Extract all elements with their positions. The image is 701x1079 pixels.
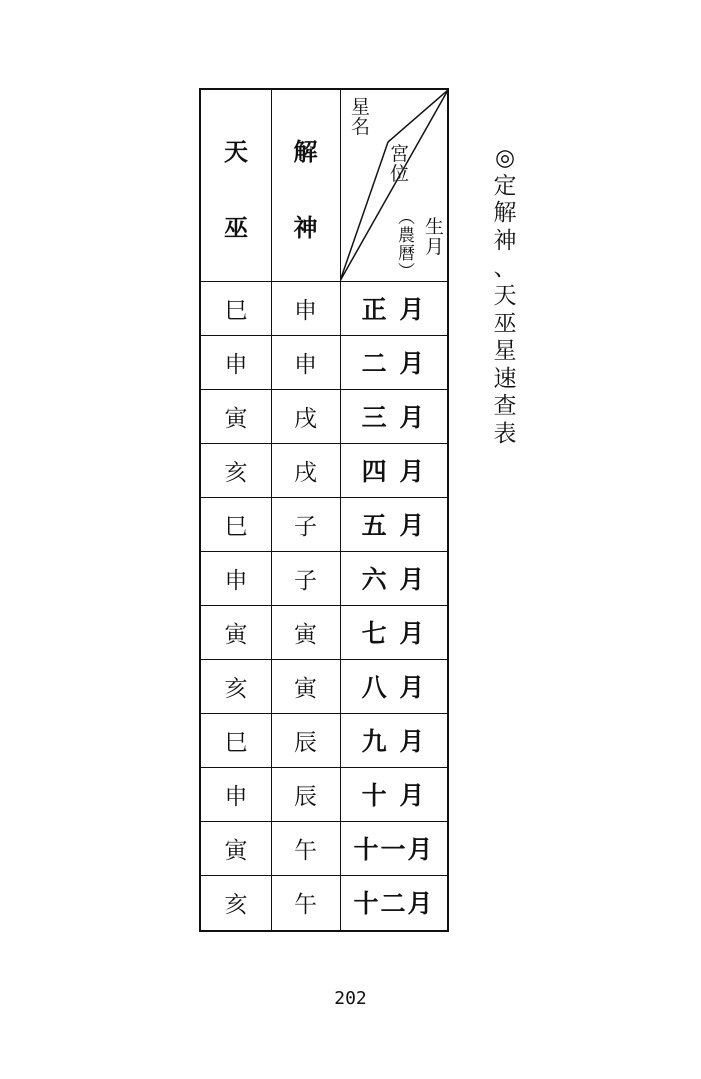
cell-month: 十 月 xyxy=(361,781,427,810)
cell-jieshen: 午 xyxy=(294,837,317,864)
cell-jieshen: 辰 xyxy=(294,729,317,756)
cell-month: 十一月 xyxy=(353,835,435,864)
header-jieshen: 解 神 xyxy=(293,137,318,242)
cell-jieshen: 子 xyxy=(294,567,317,594)
cell-jieshen: 辰 xyxy=(294,783,317,810)
cell-jieshen: 子 xyxy=(294,513,317,540)
cell-month: 八 月 xyxy=(361,673,427,702)
header-lunar: ︵ 農 曆 ︶ xyxy=(398,208,415,282)
cell-month: 七 月 xyxy=(361,619,427,648)
cell-month: 四 月 xyxy=(361,457,427,486)
cell-tianwu: 亥 xyxy=(224,891,248,918)
page-title: ◎ 定 解 神 、 天 巫 星 速 查 表 xyxy=(493,145,517,447)
cell-tianwu: 巳 xyxy=(224,729,248,756)
header-tianwu: 天 巫 xyxy=(224,137,248,242)
page-number: 202 xyxy=(334,988,367,1009)
cell-jieshen: 申 xyxy=(294,297,317,324)
cell-jieshen: 申 xyxy=(294,351,317,378)
cell-tianwu: 巳 xyxy=(224,297,248,324)
cell-tianwu: 寅 xyxy=(224,405,248,432)
cell-jieshen: 午 xyxy=(294,891,317,918)
header-birth-month: 生 月 xyxy=(425,216,445,258)
cell-month: 正 月 xyxy=(361,295,427,324)
cell-month: 十二月 xyxy=(353,889,435,918)
cell-jieshen: 戌 xyxy=(294,405,317,432)
cell-jieshen: 寅 xyxy=(294,621,317,648)
cell-month: 三 月 xyxy=(361,403,427,432)
cell-tianwu: 巳 xyxy=(224,513,248,540)
header-palace: 宮 位 xyxy=(390,143,410,185)
cell-jieshen: 戌 xyxy=(294,459,317,486)
lookup-table xyxy=(199,88,449,932)
cell-month: 九 月 xyxy=(361,727,427,756)
header-star-name: 星 名 xyxy=(351,96,371,138)
cell-tianwu: 亥 xyxy=(224,675,248,702)
cell-month: 二 月 xyxy=(361,349,427,378)
cell-tianwu: 寅 xyxy=(224,621,248,648)
cell-tianwu: 申 xyxy=(224,351,248,378)
cell-tianwu: 申 xyxy=(224,567,248,594)
cell-month: 五 月 xyxy=(361,511,427,540)
cell-jieshen: 寅 xyxy=(294,675,317,702)
cell-tianwu: 亥 xyxy=(224,459,248,486)
cell-tianwu: 寅 xyxy=(224,837,248,864)
cell-month: 六 月 xyxy=(361,565,427,594)
cell-tianwu: 申 xyxy=(224,783,248,810)
